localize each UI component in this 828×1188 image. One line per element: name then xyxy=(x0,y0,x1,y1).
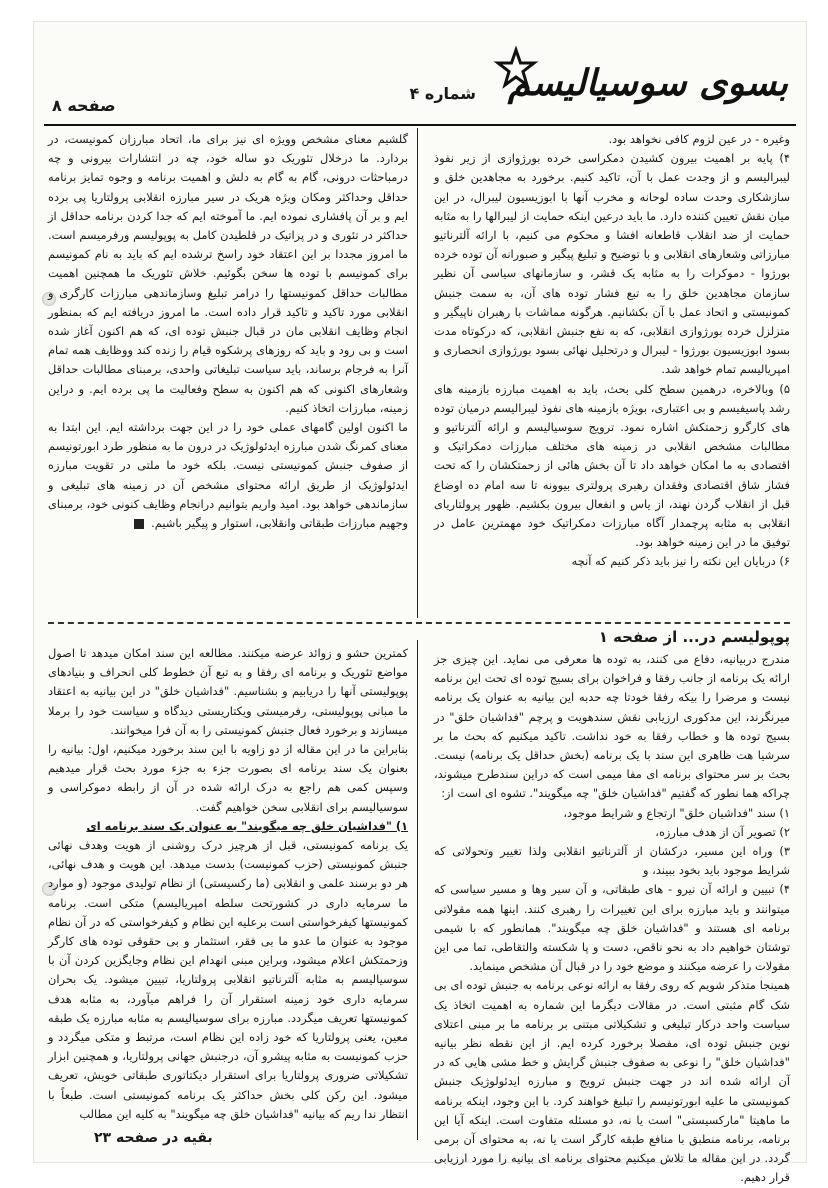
article-column-top-left xyxy=(48,130,408,610)
paragraph: ۳) وراه این مسیر، درکشان از آلترناتیو انقلابی ولذا تغییر وتحولاتی که شرایط موجود باید بخود ببیند، و xyxy=(434,844,790,878)
paragraph: ۲) تصویر آن از هدف مبارزه، xyxy=(655,824,790,839)
article-column-top-right xyxy=(434,130,790,600)
paragraph: وغیره - در عین لزوم کافی نخواهد بود. xyxy=(608,132,790,146)
article-column-bottom-left xyxy=(48,644,408,1121)
section-divider xyxy=(48,622,790,624)
end-mark-icon xyxy=(134,519,144,529)
masthead xyxy=(34,40,806,120)
paragraph: بنابراین ما در این مقاله از دو زاویه با این سند برخورد میکنیم، اول: بیانیه را بعنوان یک سند برنامه ای بصورت جزء به جزء مورد بحث قرار میدهیم وسپس کمی هم راجع به درک ارائه شده در آن از رابطه دموکراسی و سوسیالیسم برای انقلابی سخن خواهیم گفت. xyxy=(48,742,408,814)
paragraph: کمترین حشو و زوائد عرضه میکنند. مطالعه این سند امکان میدهد تا اصول مواضع تئوریک و برنامه ای رفقا و به تبع آن خطوط کلی انحراف و بنیادهای پوپولیستی آنها را دریابیم و بشناسیم. "فداشیان خلق" در این بیانیه به اعتقاد ما مبانی پوپولیستی، رفرمیستی ویکتاریستی دیدگاه و سیاست خود را برملا میسازند و برخورد فعال جنبش کمونیستی را به آن فرا میخوانند. xyxy=(48,646,408,737)
column-rule xyxy=(417,640,418,1140)
paragraph: همینجا متذکر شویم که روی رفقا به ارائه نوعی برنامه به جنبش توده ای بی شک گام مثبتی است. در مقالات دیگرما این شماره به اهمیت اتخاذ یک سیاست واحد درکار تبلیغی و تشکیلاتی مبتنی بر برنامه ما بر مبنی اعتلای نوین جنبش توده ای، مفصلا برخورد کرده ایم. از این نقطه نظر بیانیه "فداشیان خلق" را نوعی به صفوف جنبش گرایش و خط مشی هایی که در آن ارائه شده اند در جهت جنبش ترویج و مبارزه ایدئولوژیک جنبش کمونیستی ما علیه ابورتونیسم را تبلیغ خواهند کرد. با این وجود، اینکه برنامه ما ماهیتا "مارکسیستی" است یا نه، دو مسئله متفاوت است. اینکه آیا این برنامه، برنامه منطبق با منافع طبقه کارگر است یا نه، به محتوای آن برمی گردد. در این مقاله ما تلاش میکنیم محتوای برنامه ای بیانیه را مورد ارزیابی قرار دهیم. xyxy=(434,978,790,1185)
paragraph: ۴) پایه بر اهمیت بیرون کشیدن دمکراسی خرده بورژوازی از زیر نفوذ لیبرالیسم و از وجدت عمل با آن، تاکید کنیم. برخورد به مجاهدین خلق و سازشکاری وحدت ساده لوحانه و مخرب آنها با ابوزیسیون لیبرال، در این میان نقش تعیین کننده دارد. ما باید درعین اینکه حمایت از لیبرالها را به مثابه حمایت از ضد انقلاب قاطعانه افشا و محکوم می کنیم، با ارائه آلترناتیو مبارزاتی وشعارهای انقلابی و با توضیح و تبلیغ پیگیر و صبورانه آن توده خرده بورژوا - دموکرات را به مثابه یک قشر، و سازمانهای سیاسی آن نظیر سازمان مجاهدین خلق را به تبع فشار توده های آن، به سمت جنبش کمونیستی و اتحاد عمل با آن بکشانیم. هرگونه مماشات با رهبران ناپیگیر و متزلزل خرده بورژوازی انقلابی، که به نفع جنبش انقلابی، که درکوتاه مدت بسود ابوزیسیون بورژوا - لیبرال و درتحلیل نهائی بسود بورژوازی انحصاری و امپریالیسم تمام خواهد شد. xyxy=(434,151,790,377)
subheading: ۱) "فداشیان خلق چه میگویند" به عنوان یک سند برنامه ای xyxy=(86,818,408,833)
paragraph: ۴) تبیین و ارائه آن نیرو - های طبقاتی، و آن سیر وها و مسیر سیاسی که میتوانند و باید مبارزه برای این تغییرات را رهبری کنند. اینها همه مقولاتی برنامه ای هستند و "فداشیان خلق چه میگویند". همانطور که با شیمی توشتان خواهیم داد به نحو ناقص، دست و پا شکسته والتقاطی، تما می این مقولات را عرضه میکنند و موضع خود را در قبال آن مشخص مینماید. xyxy=(434,882,790,974)
paragraph: ۵) وبالاخره، درهمین سطح کلی بحث، باید به اهمیت مبارزه بازمینه های رشد پاسیفیسم و بی اعتباری، بویژه بازمینه های نفوذ لیبرالیسم درمیان توده های کارگرو زحمتکش اشاره نمود. ترویج سوسیالیسم و ارائه آلترناتیو و مطالبات مشخص انقلابی در زمینه های مختلف مبارزات دمکراتیک و اقتصادی به ما امکان خواهد داد تا آن بخش هائی از زحمتکشان را که تحت فشار شاق اقتصادی وفقدان رهبری پرولتری بیوونه تا سه امام ده اوضاع قبل از انقلاب گردن نهند، از یاس و انفعال بیرون بکشیم. ظهور پرولتاریای انقلابی به مثابه پرچمدار آگاه مبارزات دمکراتیک خود مهمترین عامل در توفیق ما در این زمینه خواهد بود. xyxy=(434,381,790,550)
issue-number: شماره ۴ xyxy=(409,84,476,103)
paragraph: مندرج دربیانیه، دفاع می کنند، به توده ها معرفی می نماید. این چیزی جز ارائه یک برنامه از جانب رفقا و فراخوان برای بسیج توده ای تحت این برنامه نیست و مرضرا را بیکه رفقا خودتا چه حدبه این بیانیه به عنوان یک برنامه میرنگرند، این مدکوری ارزیابی نقش سندهویت و پرچم "فداشیان خلق" در بسیج توده ها و خطاب رفقا به خود نداشت. تاکید میکنیم که بحث ما بر سرشیا هت ظاهری این سند با یک برنامه (بخش حداقل یک برنامه) نیست. بحث بر سر محتوای برنامه ای مفا میمی است که دراین سندطرح میشوند، چراکه هما نطور که گفتیم "فداشیان خلق" چه میگویند". تشوه ای است از: xyxy=(434,652,790,801)
section-heading: پوپولیسم در... از صفحه ۱ xyxy=(598,628,790,646)
paragraph: ۶) دربایان این نکته را نیز باید ذکر کنیم که آنچه xyxy=(571,554,790,569)
paragraph: یک برنامه کمونیستی، قبل از هرچیز درک روشنی از هویت وهدف نهائی جنبش کمونیستی (حزب کمونیست) بدست میدهد. این هویت و هدف نهائی، هر دو برسند علمی و انقلابی (ما رکسیستی) از نظام تولیدی موجود (و موارد ما سرمایه داری در کشورتحت سلطه امپریالیسم) متکی است. برنامه کمونیستها کیفرخواستی است برعلیه این نظام و کیفرخواستی که در آن نظام موجود به عنوان ما عدو ما بی فقر، استثمار و بی حقوقی توده های کارگر وزحمتکش اعلام میشود، وبراین مبنی انهدام این نظام وجایگزین کردن آن با سوسیالیسم به مثابه آلترناتیو انقلابی پرولتاریا، تبیین میشود. یک بحران سرمایه داری خود زمینه استقرار آن را فراهم میآورد، به مثابه هدف کمونیستها تعریف میگردد. مبارزه برای سوسیالیسم به مثابه مبارزه یک طبقه معین، یعنی پرولتاریا که خود زاده این نظام است، مرتبط و متکی میگردد و حزب کمونیست به مثابه پیشرو آن، درجنبش جهانی پرولتاریا، و همچنین ابزار تشکیلاتی ضروری پرولتاریا برای استقرار دیکتاتوری طبقاتی خویش، تعریف میشود. این رکن کلی بخش حداکثر یک برنامه کمونیستی است. طبعاً با انتظار ندا ریم که بیانیه "فداشیان خلق چه میگویند" به کلیه این مطالب xyxy=(48,838,408,1121)
paragraph: ما اکنون اولین گامهای عملی خود را در این جهت برداشته ایم. این ابتدا به معنای کمرنگ شدن مبارزه ایدئولوژیک در درون ما به منظور طرد ابورتونیسم از صفوف جنبش کمونیستی نیست. بلکه خود ما ملتی در تقویت مبارزه ایدئولوژیک از طریق ارائه محتوای مشخص آن در زمینه های تبلیغی و سازماندهی خواهد بود. امید واریم بتوانیم درانجام وظایف کنونی خود، برمبنای وجهیم مبارزات طبقاتی وانقلابی، استوار و پیگیر باشیم. xyxy=(48,420,408,531)
paragraph: ۱) سند "فداشیان خلق" ارتجاع و شرایط موجود، xyxy=(563,805,790,820)
paragraph: گلشیم معنای مشخص وویژه ای نیز برای ما، اتحاد مبارزان کمونیست، در بردارد. ما درخلال تئوریک دو ساله خود، چه در انتشارات بیرونی و چه درمباحثات درونی، گام به گام به دلش و اهمیت برنامه و وجوه تمایز برنامه حداقل وحداکثر ومکان ویژه هریک در سیر مبارزه انقلابی پرولتاریا پی برده ایم و بر آن پافشاری نموده ایم. ما آموخته ایم که جدا کردن برنامه حداقل از حداکثر در تئوری و در پراتیک در قلطیدن کامل به پوپولیسم ورفرمیسم است. ما امروز مجددا بر این اعتقاد خود راسخ ترشده ایم که باید به نام کمونیسم برای کمونیسم با توده ها سخن بگوئیم. خلاش تئوریک ما همچنین اهمیت مطالبات حداقل کمونیستها را درامر تبلیغ وسازماندهی مبارزات کارگری و انقلابی مورد تاکید و تاکید قرار داده است. ما امروز دریافته ایم که بمنظور انجام وظایف انقلابی مان در قبال جنبش توده ای، که هم اکنون آغاز شده است و بی رود و باید که روزهای پرشکوه قیام را زنده کند ووظایف همه تمام آنرا به فرجام برساند، باید سیاست تبلیغاتی واحدی، برمبنای مطالبات حداقل وشعارهای اکنونی که هم اکنون به سطح وفعالیت ما پی برده ایم. و دراین زمینه، مبارزات اتخاذ کنیم. xyxy=(48,132,408,415)
paragraph-final xyxy=(48,418,408,533)
page-number: صفحه ۸ xyxy=(52,96,116,115)
newspaper-page xyxy=(34,22,806,1185)
masthead-rule xyxy=(44,124,796,126)
article-column-bottom-right xyxy=(434,650,790,1185)
newspaper-title: بسوی سوسیالیسم xyxy=(507,62,788,104)
masthead-logo xyxy=(492,48,792,110)
column-rule xyxy=(417,128,418,618)
continued-note: بقیه در صفحه ۲۳ xyxy=(94,1130,213,1146)
